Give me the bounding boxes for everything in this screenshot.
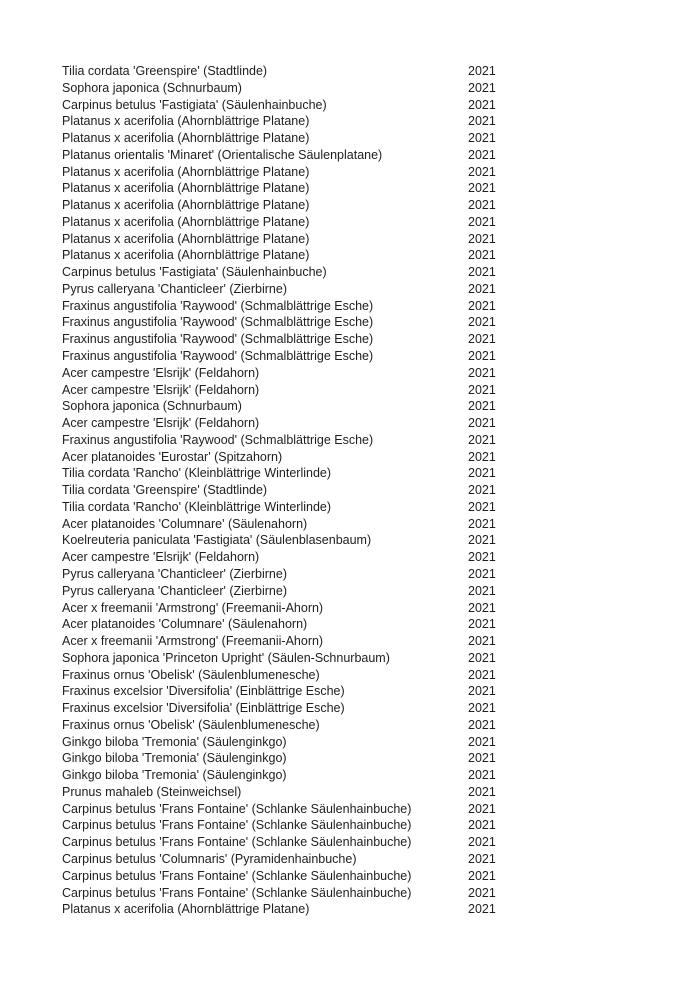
species-name: Carpinus betulus 'Frans Fontaine' (Schlanke Säulenhainbuche) xyxy=(62,885,412,900)
species-name: Tilia cordata 'Rancho' (Kleinblättrige Winterlinde) xyxy=(62,466,332,481)
species-name: Sophora japonica (Schnurbaum) xyxy=(62,399,242,414)
species-name: Fraxinus excelsior 'Diversifolia' (Einblättrige Esche) xyxy=(62,684,345,699)
species-name: Platanus x acerifolia (Ahornblättrige Platane) xyxy=(62,231,310,246)
table-row xyxy=(62,63,622,80)
planting-year: 2021 xyxy=(468,80,496,95)
table-row xyxy=(62,281,622,298)
species-name: Fraxinus ornus 'Obelisk' (Säulenblumenesche) xyxy=(62,667,320,682)
species-name: Acer platanoides 'Columnare' (Säulenahorn) xyxy=(62,617,308,632)
table-row xyxy=(62,264,622,281)
species-name: Platanus x acerifolia (Ahornblättrige Platane) xyxy=(62,248,310,263)
table-row xyxy=(62,734,622,751)
planting-year: 2021 xyxy=(468,248,496,263)
table-row xyxy=(62,231,622,248)
table-row xyxy=(62,600,622,617)
species-name: Fraxinus angustifolia 'Raywood' (Schmalblättrige Esche) xyxy=(62,349,374,364)
species-name: Platanus x acerifolia (Ahornblättrige Platane) xyxy=(62,198,310,213)
planting-year: 2021 xyxy=(468,885,496,900)
table-row xyxy=(62,834,622,851)
species-name: Koelreuteria paniculata 'Fastigiata' (Säulenblasenbaum) xyxy=(62,533,372,548)
planting-year: 2021 xyxy=(468,399,496,414)
tree-species-rows xyxy=(62,63,622,918)
species-name: Fraxinus ornus 'Obelisk' (Säulenblumenesche) xyxy=(62,717,320,732)
species-name: Carpinus betulus 'Columnaris' (Pyramidenhainbuche) xyxy=(62,851,357,866)
species-name: Acer platanoides 'Columnare' (Säulenahorn) xyxy=(62,516,308,531)
table-row xyxy=(62,449,622,466)
table-row xyxy=(62,784,622,801)
planting-year: 2021 xyxy=(468,717,496,732)
planting-year: 2021 xyxy=(468,382,496,397)
planting-year: 2021 xyxy=(468,701,496,716)
planting-year: 2021 xyxy=(468,64,496,78)
table-row xyxy=(62,147,622,164)
table-row xyxy=(62,566,622,583)
table-row xyxy=(62,113,622,130)
planting-year: 2021 xyxy=(468,332,496,347)
species-name: Carpinus betulus 'Frans Fontaine' (Schlanke Säulenhainbuche) xyxy=(62,801,412,816)
species-name: Platanus x acerifolia (Ahornblättrige Platane) xyxy=(62,902,310,917)
planting-year: 2021 xyxy=(468,449,496,464)
species-name: Carpinus betulus 'Frans Fontaine' (Schlanke Säulenhainbuche) xyxy=(62,868,412,883)
table-row xyxy=(62,616,622,633)
table-row xyxy=(62,499,622,516)
table-row xyxy=(62,583,622,600)
table-row xyxy=(62,214,622,231)
planting-year: 2021 xyxy=(468,214,496,229)
table-row xyxy=(62,667,622,684)
table-row xyxy=(62,532,622,549)
species-name: Platanus x acerifolia (Ahornblättrige Platane) xyxy=(62,214,310,229)
species-name: Acer campestre 'Elsrijk' (Feldahorn) xyxy=(62,550,260,565)
table-row xyxy=(62,767,622,784)
species-name: Sophora japonica (Schnurbaum) xyxy=(62,80,242,95)
planting-year: 2021 xyxy=(468,851,496,866)
species-name: Acer x freemanii 'Armstrong' (Freemanii-Ahorn) xyxy=(62,600,324,615)
table-row xyxy=(62,130,622,147)
table-row xyxy=(62,717,622,734)
table-row xyxy=(62,817,622,834)
planting-year: 2021 xyxy=(468,734,496,749)
species-name: Ginkgo biloba 'Tremonia' (Säulenginkgo) xyxy=(62,734,287,749)
table-row xyxy=(62,415,622,432)
planting-year: 2021 xyxy=(468,583,496,598)
planting-year: 2021 xyxy=(468,533,496,548)
table-row xyxy=(62,247,622,264)
planting-year: 2021 xyxy=(468,499,496,514)
species-name: Carpinus betulus 'Frans Fontaine' (Schlanke Säulenhainbuche) xyxy=(62,835,412,850)
species-name: Carpinus betulus 'Fastigiata' (Säulenhainbuche) xyxy=(62,265,327,280)
table-row xyxy=(62,365,622,382)
table-row xyxy=(62,885,622,902)
planting-year: 2021 xyxy=(468,650,496,665)
species-name: Fraxinus angustifolia 'Raywood' (Schmalblättrige Esche) xyxy=(62,332,374,347)
table-row xyxy=(62,516,622,533)
planting-year: 2021 xyxy=(468,550,496,565)
table-row xyxy=(62,382,622,399)
species-name: Platanus x acerifolia (Ahornblättrige Platane) xyxy=(62,114,310,129)
planting-year: 2021 xyxy=(468,634,496,649)
table-row xyxy=(62,650,622,667)
planting-year: 2021 xyxy=(468,466,496,481)
planting-year: 2021 xyxy=(468,349,496,364)
species-name: Fraxinus angustifolia 'Raywood' (Schmalblättrige Esche) xyxy=(62,315,374,330)
table-row xyxy=(62,549,622,566)
planting-year: 2021 xyxy=(468,902,496,917)
table-row xyxy=(62,432,622,449)
species-name: Carpinus betulus 'Fastigiata' (Säulenhainbuche) xyxy=(62,97,327,112)
planting-year: 2021 xyxy=(468,97,496,112)
planting-year: 2021 xyxy=(468,298,496,313)
species-name: Fraxinus angustifolia 'Raywood' (Schmalblättrige Esche) xyxy=(62,298,374,313)
planting-year: 2021 xyxy=(468,784,496,799)
planting-year: 2021 xyxy=(468,265,496,280)
species-name: Platanus x acerifolia (Ahornblättrige Platane) xyxy=(62,181,310,196)
species-name: Pyrus calleryana 'Chanticleer' (Zierbirne) xyxy=(62,281,287,296)
planting-year: 2021 xyxy=(468,768,496,783)
planting-year: 2021 xyxy=(468,365,496,380)
species-name: Pyrus calleryana 'Chanticleer' (Zierbirne) xyxy=(62,583,287,598)
table-row xyxy=(62,197,622,214)
planting-year: 2021 xyxy=(468,147,496,162)
planting-year: 2021 xyxy=(468,416,496,431)
tree-species-list xyxy=(62,63,622,918)
species-name: Fraxinus angustifolia 'Raywood' (Schmalblättrige Esche) xyxy=(62,432,374,447)
species-name: Platanus x acerifolia (Ahornblättrige Platane) xyxy=(62,164,310,179)
table-row xyxy=(62,164,622,181)
table-row xyxy=(62,750,622,767)
species-name: Acer campestre 'Elsrijk' (Feldahorn) xyxy=(62,416,260,431)
species-name: Platanus x acerifolia (Ahornblättrige Platane) xyxy=(62,131,310,146)
planting-year: 2021 xyxy=(468,835,496,850)
table-row xyxy=(62,80,622,97)
species-name: Acer platanoides 'Eurostar' (Spitzahorn) xyxy=(62,449,283,464)
species-name: Ginkgo biloba 'Tremonia' (Säulenginkgo) xyxy=(62,768,287,783)
table-row xyxy=(62,298,622,315)
species-name: Prunus mahaleb (Steinweichsel) xyxy=(62,784,242,799)
planting-year: 2021 xyxy=(468,131,496,146)
species-name: Acer campestre 'Elsrijk' (Feldahorn) xyxy=(62,382,260,397)
table-row xyxy=(62,801,622,818)
species-name: Ginkgo biloba 'Tremonia' (Säulenginkgo) xyxy=(62,751,287,766)
planting-year: 2021 xyxy=(468,315,496,330)
table-row xyxy=(62,348,622,365)
species-name: Fraxinus excelsior 'Diversifolia' (Einblättrige Esche) xyxy=(62,701,345,716)
species-name: Platanus orientalis 'Minaret' (Orientalische Säulenplatane) xyxy=(62,147,383,162)
planting-year: 2021 xyxy=(468,164,496,179)
species-name: Tilia cordata 'Greenspire' (Stadtlinde) xyxy=(62,64,268,78)
table-row xyxy=(62,683,622,700)
table-row xyxy=(62,633,622,650)
table-row xyxy=(62,97,622,114)
planting-year: 2021 xyxy=(468,600,496,615)
table-row xyxy=(62,901,622,918)
planting-year: 2021 xyxy=(468,617,496,632)
planting-year: 2021 xyxy=(468,868,496,883)
table-row xyxy=(62,180,622,197)
planting-year: 2021 xyxy=(468,751,496,766)
table-row xyxy=(62,700,622,717)
species-name: Pyrus calleryana 'Chanticleer' (Zierbirne) xyxy=(62,566,287,581)
planting-year: 2021 xyxy=(468,114,496,129)
table-row xyxy=(62,331,622,348)
planting-year: 2021 xyxy=(468,483,496,498)
table-row xyxy=(62,465,622,482)
planting-year: 2021 xyxy=(468,281,496,296)
species-name: Acer campestre 'Elsrijk' (Feldahorn) xyxy=(62,365,260,380)
species-name: Acer x freemanii 'Armstrong' (Freemanii-Ahorn) xyxy=(62,634,324,649)
table-row xyxy=(62,868,622,885)
planting-year: 2021 xyxy=(468,231,496,246)
planting-year: 2021 xyxy=(468,684,496,699)
planting-year: 2021 xyxy=(468,198,496,213)
planting-year: 2021 xyxy=(468,801,496,816)
table-row xyxy=(62,851,622,868)
species-name: Carpinus betulus 'Frans Fontaine' (Schlanke Säulenhainbuche) xyxy=(62,818,412,833)
planting-year: 2021 xyxy=(468,432,496,447)
planting-year: 2021 xyxy=(468,818,496,833)
table-row xyxy=(62,398,622,415)
species-name: Tilia cordata 'Greenspire' (Stadtlinde) xyxy=(62,483,268,498)
species-name: Sophora japonica 'Princeton Upright' (Säulen-Schnurbaum) xyxy=(62,650,390,665)
planting-year: 2021 xyxy=(468,667,496,682)
table-row xyxy=(62,314,622,331)
species-name: Tilia cordata 'Rancho' (Kleinblättrige Winterlinde) xyxy=(62,499,332,514)
planting-year: 2021 xyxy=(468,566,496,581)
planting-year: 2021 xyxy=(468,516,496,531)
planting-year: 2021 xyxy=(468,181,496,196)
table-row xyxy=(62,482,622,499)
